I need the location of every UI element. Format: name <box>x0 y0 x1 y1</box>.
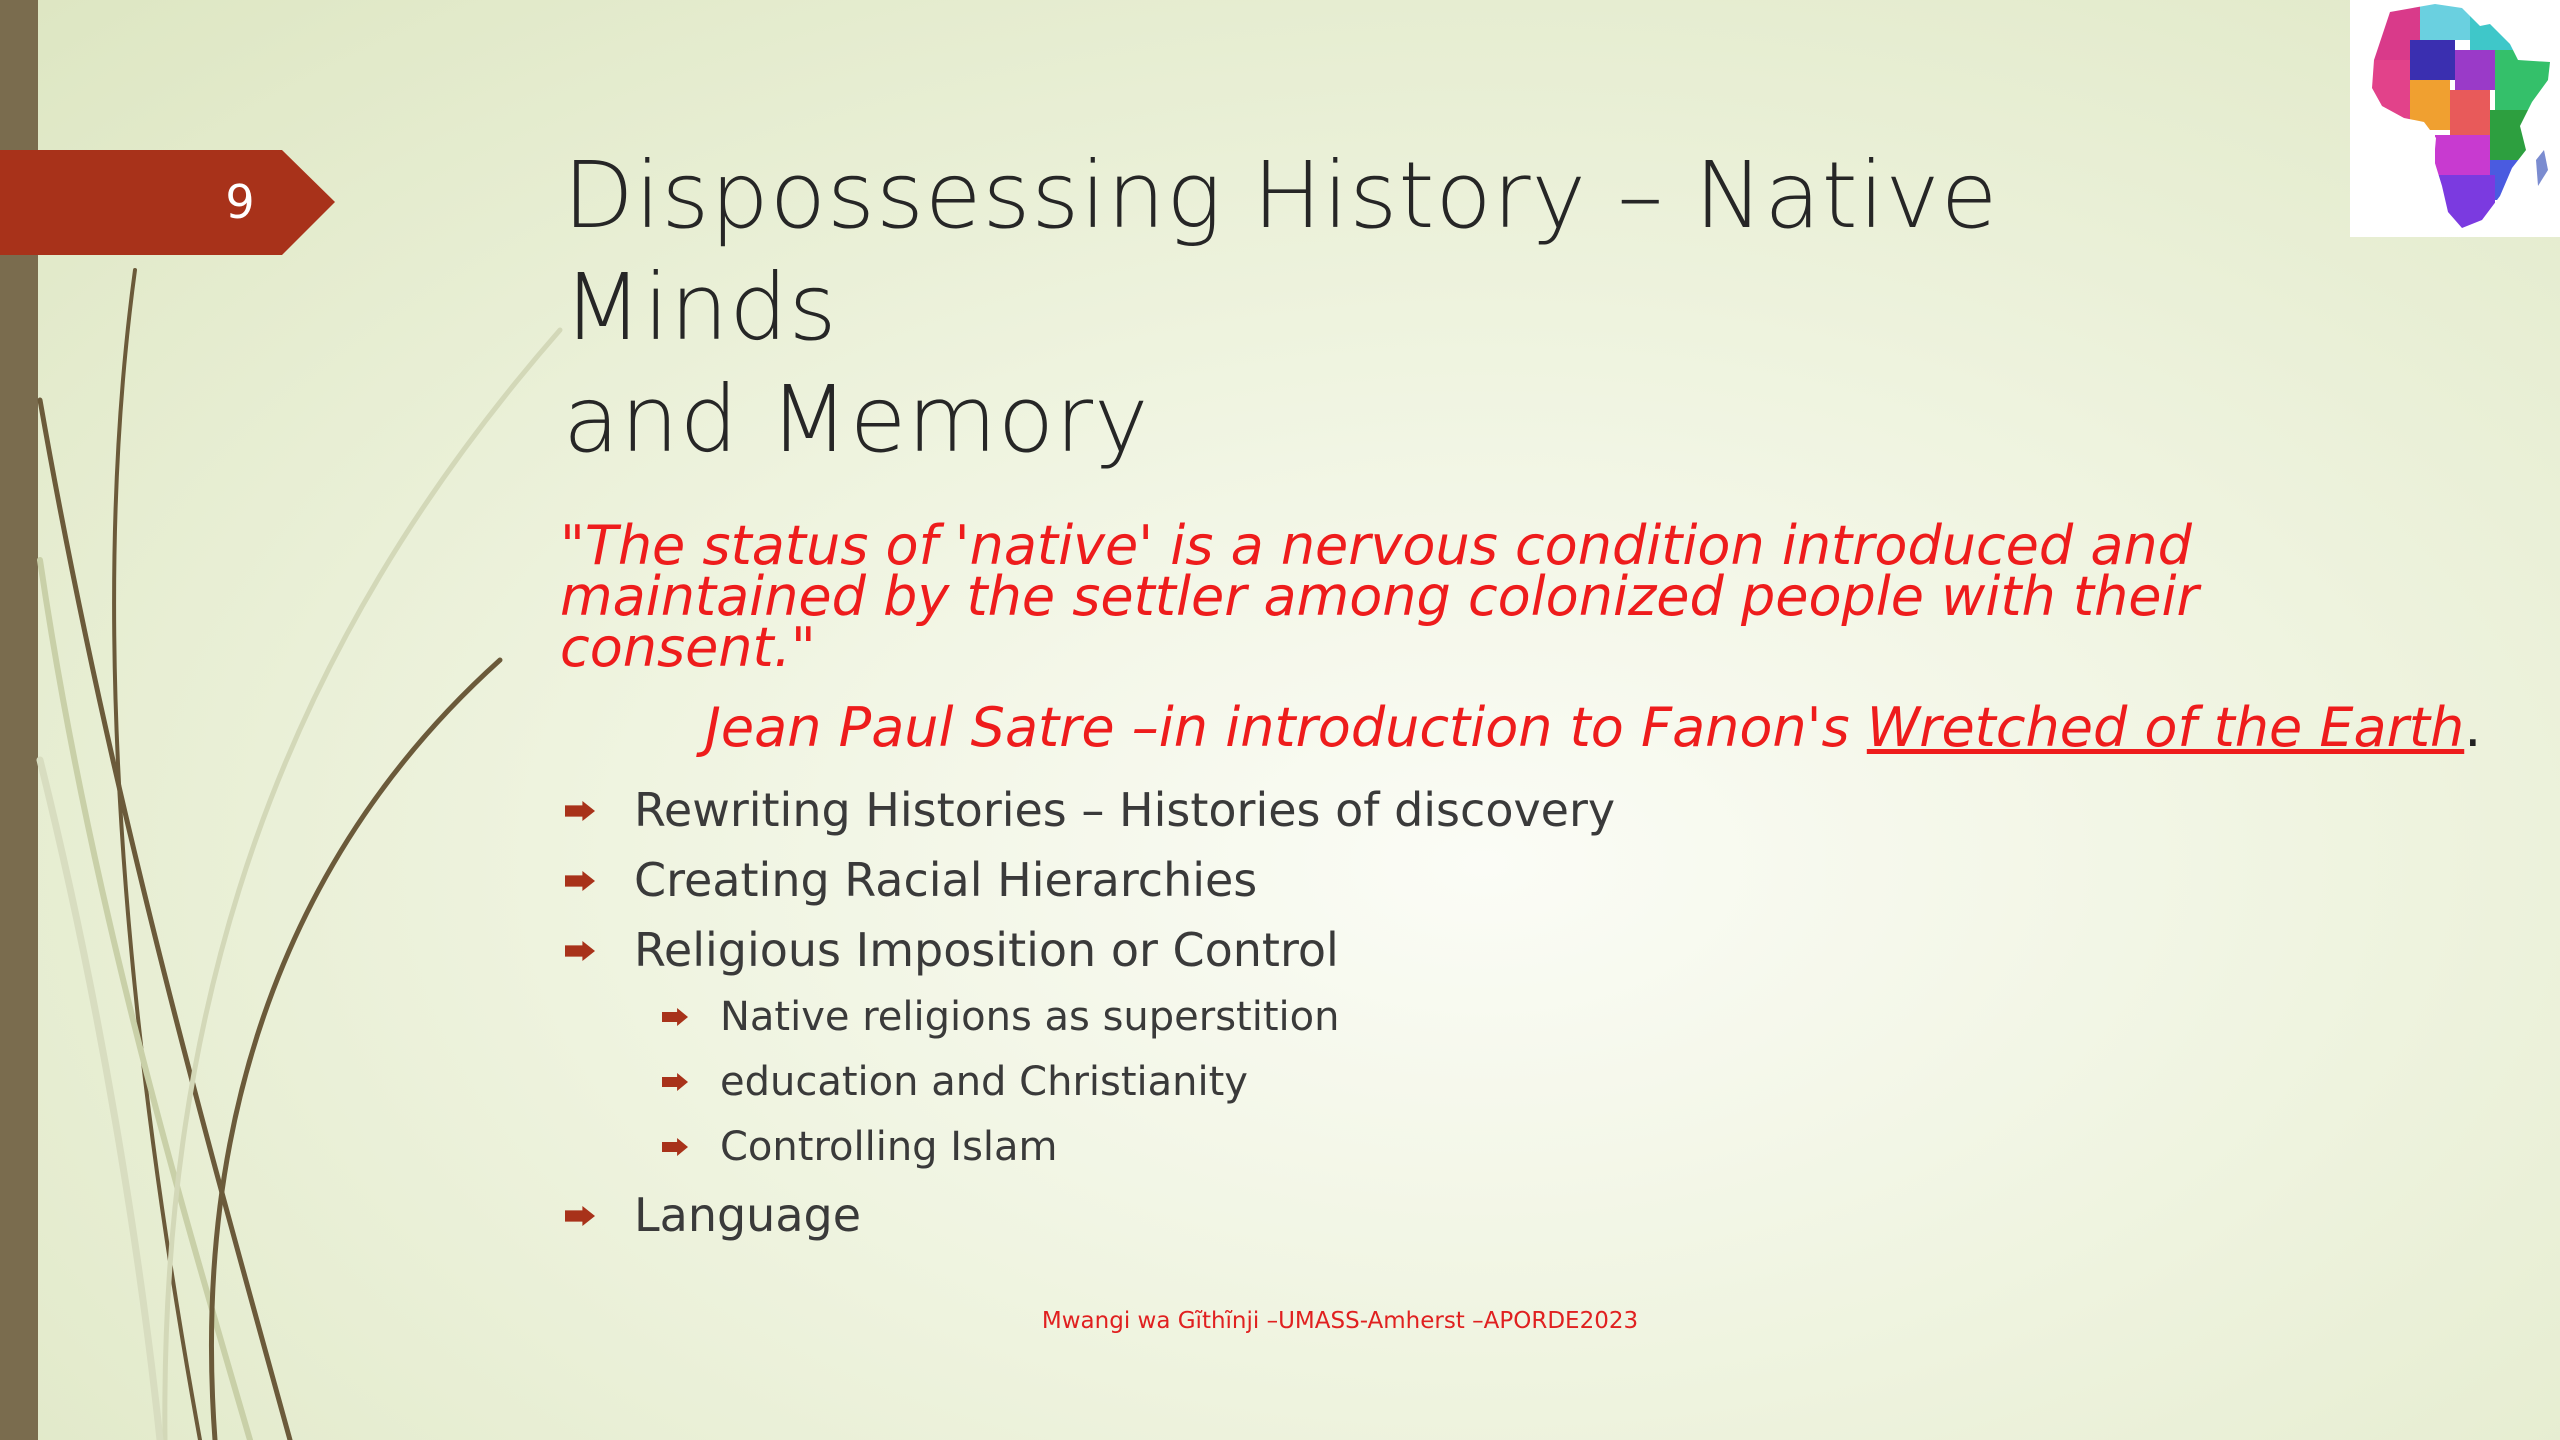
sub-bullet-text: Controlling Islam <box>720 1124 1058 1170</box>
attribution-period: . <box>2464 696 2482 759</box>
attribution-prefix: Jean Paul Satre –in introduction to Fanon's <box>705 696 1867 759</box>
sub-bullet-item <box>560 1115 2260 1180</box>
bullet-item <box>560 915 2260 985</box>
arrow-bullet-icon <box>662 1008 688 1026</box>
quote-block <box>560 514 2260 679</box>
slide-title <box>563 140 2263 476</box>
sub-bullet-item <box>560 1050 2260 1115</box>
bullet-text: Language <box>634 1188 862 1242</box>
arrow-bullet-icon <box>565 801 595 821</box>
quote-attribution <box>705 695 2555 761</box>
arrow-bullet-icon <box>662 1073 688 1091</box>
title-line-1: Dispossessing History – Native Minds <box>563 142 1999 361</box>
slide-footer: Mwangi wa Gĩthĩnji –UMASS-Amherst –APORDE2023 <box>1041 1308 1639 1334</box>
bullet-text: Creating Racial Hierarchies <box>634 853 1258 907</box>
bullet-item <box>560 845 2260 915</box>
quote-line-2: maintained by the settler among colonized people with their <box>560 565 2199 628</box>
bullet-item <box>560 775 2260 845</box>
sub-bullet-item <box>560 985 2260 1050</box>
title-line-2: and Memory <box>563 366 1150 473</box>
arrow-bullet-icon <box>565 941 595 961</box>
book-title-link[interactable]: Wretched of the Earth <box>1866 696 2465 759</box>
sub-bullet-text: education and Christianity <box>720 1059 1248 1105</box>
quote-line-3: consent." <box>560 616 816 679</box>
sub-bullet-text: Native religions as superstition <box>720 994 1340 1040</box>
quote-line-1: "The status of 'native' is a nervous condition introduced and <box>560 514 2192 577</box>
bullet-text: Rewriting Histories – Histories of discovery <box>634 783 1616 837</box>
bullet-text: Religious Imposition or Control <box>634 923 1339 977</box>
arrow-bullet-icon <box>662 1138 688 1156</box>
arrow-bullet-icon <box>565 871 595 891</box>
bullet-item <box>560 1180 2260 1250</box>
bullet-list <box>560 775 2260 1250</box>
slide-number: 9 <box>225 175 255 229</box>
africa-map-icon <box>2350 0 2560 237</box>
arrow-bullet-icon <box>565 1206 595 1226</box>
